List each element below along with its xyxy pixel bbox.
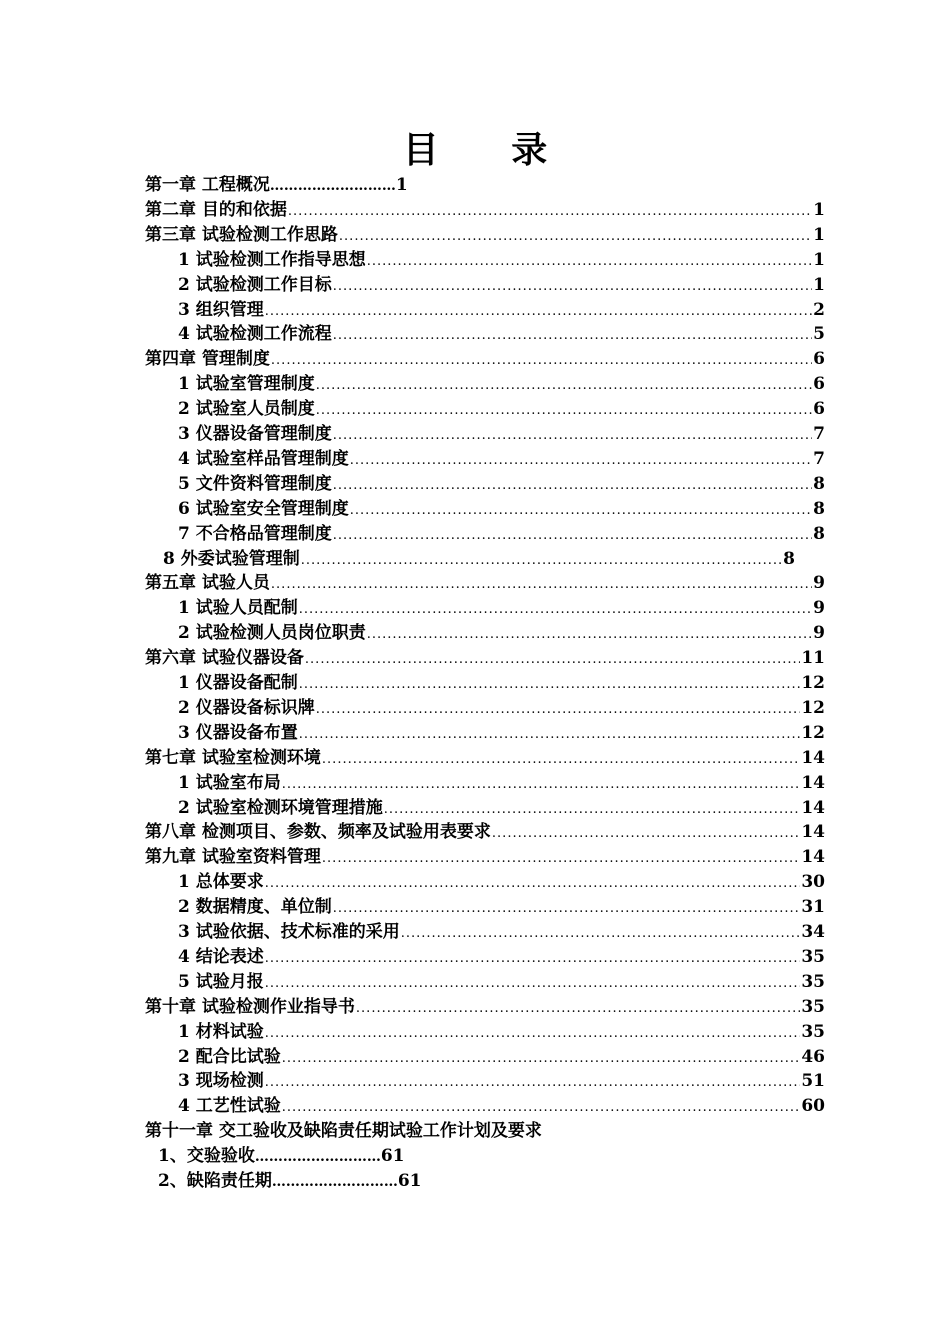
toc-entry[interactable] — [145, 845, 825, 869]
toc-entry-title: 3 现场检测 — [178, 1071, 264, 1092]
toc-entry-title: 5 试验月报 — [178, 971, 264, 992]
toc-dot-leader — [299, 598, 812, 622]
toc-entry-title: 1 试验室布局 — [178, 772, 281, 793]
toc-entry[interactable] — [178, 397, 825, 421]
toc-dot-leader — [265, 300, 812, 324]
toc-page-number: 9 — [813, 573, 825, 594]
toc-entry[interactable] — [145, 198, 825, 222]
toc-leader: ……………………… — [271, 1174, 398, 1190]
toc-entry-title: 2 数据精度、单位制 — [178, 897, 332, 918]
toc-entry[interactable] — [145, 820, 825, 844]
toc-entry-title: 第一章 工程概况 — [145, 175, 270, 195]
toc-dot-leader — [316, 374, 812, 398]
toc-entry-title: 1 试验室管理制度 — [178, 374, 315, 395]
toc-dot-leader — [356, 997, 800, 1021]
toc-dot-leader — [305, 648, 800, 672]
toc-page-number: 46 — [801, 1046, 825, 1067]
toc-entry[interactable] — [178, 870, 825, 894]
toc-page-number: 34 — [801, 922, 825, 942]
toc-entry-title: 1 试验检测工作指导思想 — [178, 249, 366, 270]
toc-entry-title: 1 总体要求 — [178, 872, 264, 893]
toc-entry-title: 1 试验人员配制 — [178, 598, 298, 619]
toc-dot-leader — [350, 499, 812, 523]
toc-entry-title: 第八章 检测项目、参数、频率及试验用表要求 — [145, 822, 491, 843]
toc-page-number: 8 — [813, 523, 825, 544]
toc-page-number: 5 — [813, 324, 825, 345]
toc-entry[interactable] — [178, 298, 825, 322]
toc-entry[interactable] — [178, 671, 825, 695]
toc-entry-title: 2 配合比试验 — [178, 1046, 281, 1067]
toc-entry-title: 第十章 试验检测作业指导书 — [145, 996, 355, 1017]
toc-entry[interactable] — [178, 322, 825, 346]
toc-dot-leader — [282, 773, 801, 797]
page-title: 目 录 — [402, 129, 578, 171]
toc-page-number: 12 — [801, 722, 825, 743]
toc-entry-title: 8 外委试验管理制 — [163, 548, 300, 569]
toc-dot-leader — [282, 1047, 801, 1071]
toc-entry-title: 第九章 试验室资料管理 — [145, 847, 321, 868]
toc-entry-title: 第五章 试验人员 — [145, 573, 270, 594]
toc-entry-title: 4 工艺性试验 — [178, 1096, 281, 1117]
toc-page-number: 51 — [801, 1071, 825, 1092]
toc-dot-leader — [316, 399, 812, 423]
toc-page-number: 30 — [801, 872, 825, 893]
toc-page-number: 11 — [801, 648, 825, 669]
toc-entry-title: 4 试验检测工作流程 — [178, 324, 332, 345]
toc-dot-leader — [271, 573, 812, 597]
toc-page-number: 14 — [801, 847, 825, 868]
toc-dot-leader — [322, 847, 800, 871]
toc-page-number: 35 — [801, 946, 825, 967]
toc-entry-title: 第三章 试验检测工作思路 — [145, 224, 338, 245]
toc-dot-leader — [401, 922, 801, 946]
toc-page-number: 1 — [395, 175, 408, 195]
toc-entry-title: 5 文件资料管理制度 — [178, 473, 332, 494]
toc-dot-leader — [492, 822, 800, 846]
toc-page-number: 8 — [813, 498, 825, 519]
toc-dot-leader — [350, 449, 812, 473]
toc-entry[interactable] — [145, 995, 825, 1019]
toc-dot-leader — [367, 250, 812, 274]
toc-entry[interactable] — [178, 970, 825, 994]
toc-entry[interactable] — [178, 621, 825, 645]
toc-entry[interactable] — [178, 895, 825, 919]
toc-dot-leader — [333, 324, 812, 348]
toc-entry-title: 2 试验室人员制度 — [178, 399, 315, 420]
toc-entry-title: 2 试验室检测环境管理措施 — [178, 797, 383, 818]
toc-entry[interactable] — [163, 547, 795, 571]
toc-page-number: 35 — [801, 1021, 825, 1042]
toc-page-number: 61 — [397, 1171, 422, 1191]
toc-dot-leader — [333, 275, 812, 299]
toc-entry[interactable] — [145, 1119, 542, 1143]
toc-entry[interactable] — [178, 945, 825, 969]
toc-dot-leader — [322, 748, 800, 772]
toc-page-number: 9 — [813, 598, 825, 619]
toc-page-number: 8 — [813, 473, 825, 494]
toc-entry-title: 1 仪器设备配制 — [178, 673, 298, 693]
toc-entry-title: 4 试验室样品管理制度 — [178, 448, 349, 469]
toc-entry[interactable] — [145, 571, 825, 595]
toc-entry-title: 3 仪器设备管理制度 — [178, 424, 332, 444]
toc-entry-title: 2 试验检测工作目标 — [178, 274, 332, 295]
toc-entry[interactable] — [178, 422, 825, 446]
toc-page-number: 7 — [813, 424, 825, 444]
toc-entry-title: 4 结论表述 — [178, 946, 264, 967]
toc-dot-leader — [265, 972, 801, 996]
toc-entry[interactable] — [178, 1094, 825, 1118]
toc-entry[interactable] — [145, 746, 825, 770]
toc-leader: ……………………… — [254, 1149, 381, 1166]
toc-entry[interactable] — [145, 347, 825, 371]
toc-entry[interactable] — [178, 696, 825, 720]
toc-dot-leader — [333, 474, 812, 498]
toc-entry[interactable] — [178, 447, 825, 471]
toc-dot-leader — [339, 225, 812, 249]
toc-page-number: 1 — [813, 274, 825, 295]
toc-entry-title: 3 试验依据、技术标准的采用 — [178, 922, 400, 942]
toc-entry-title: 第七章 试验室检测环境 — [145, 747, 321, 768]
toc-entry[interactable] — [178, 472, 825, 496]
toc-entry[interactable] — [178, 248, 825, 272]
toc-entry[interactable] — [145, 223, 825, 247]
toc-entry[interactable] — [178, 1069, 825, 1093]
toc-page-number: 6 — [813, 399, 825, 420]
toc-dot-leader — [299, 673, 801, 697]
toc-entry[interactable] — [145, 173, 408, 197]
toc-entry[interactable] — [158, 1169, 422, 1193]
toc-dot-leader — [384, 798, 801, 822]
toc-dot-leader — [265, 872, 801, 896]
toc-dot-leader — [301, 549, 782, 573]
toc-dot-leader — [265, 1022, 801, 1046]
toc-page-number: 8 — [783, 548, 795, 569]
toc-entry-title: 7 不合格品管理制度 — [178, 523, 332, 544]
toc-page-number: 6 — [813, 349, 825, 370]
toc-page-number: 1 — [813, 224, 825, 245]
toc-page-number: 35 — [801, 971, 825, 992]
toc-entry[interactable] — [178, 372, 825, 396]
toc-entry[interactable] — [145, 646, 825, 670]
toc-page-number: 61 — [380, 1146, 405, 1167]
toc-entry[interactable] — [178, 920, 825, 944]
toc-page-number: 2 — [813, 299, 825, 320]
toc-entry-title: 1 材料试验 — [178, 1021, 264, 1042]
toc-page-number: 1 — [813, 199, 825, 220]
toc-entry[interactable] — [178, 721, 825, 745]
toc-entry-title: 第六章 试验仪器设备 — [145, 648, 304, 669]
toc-page-number: 1 — [813, 249, 825, 270]
toc-page-number: 14 — [801, 797, 825, 818]
toc-page-number: 14 — [801, 747, 825, 768]
toc-page-number: 14 — [801, 772, 825, 793]
toc-entry-title: 3 仪器设备布置 — [178, 722, 298, 743]
toc-dot-leader — [282, 1096, 801, 1120]
toc-entry-title: 第二章 目的和依据 — [145, 199, 287, 220]
toc-dot-leader — [288, 200, 812, 224]
toc-leader: ……………………… — [269, 178, 396, 194]
toc-entry[interactable] — [178, 497, 825, 521]
toc-entry[interactable] — [178, 1045, 825, 1069]
toc-dot-leader — [265, 947, 801, 971]
toc-entry[interactable] — [158, 1144, 405, 1168]
toc-dot-leader — [299, 723, 801, 747]
toc-entry-title: 6 试验室安全管理制度 — [178, 498, 349, 519]
toc-dot-leader — [367, 623, 812, 647]
toc-entry-title: 第十一章 交工验收及缺陷责任期试验工作计划及要求 — [145, 1121, 542, 1142]
toc-entry-title: 3 组织管理 — [178, 299, 264, 320]
toc-entry-title: 2 仪器设备标识牌 — [178, 697, 315, 718]
toc-page-number: 7 — [813, 448, 825, 469]
toc-entry[interactable] — [178, 1020, 825, 1044]
toc-dot-leader — [333, 897, 801, 921]
toc-dot-leader — [271, 349, 812, 373]
toc-dot-leader — [265, 1071, 801, 1095]
toc-page-number: 60 — [801, 1096, 825, 1117]
toc-page-number: 12 — [801, 697, 825, 718]
toc-page-number: 14 — [801, 822, 825, 843]
toc-dot-leader — [333, 524, 812, 548]
toc-page-number: 12 — [801, 673, 825, 693]
toc-entry[interactable] — [178, 596, 825, 620]
toc-page-number: 35 — [801, 996, 825, 1017]
toc-page-number: 9 — [813, 623, 825, 644]
toc-entry[interactable] — [178, 522, 825, 546]
toc-entry[interactable] — [178, 771, 825, 795]
toc-page-number: 31 — [801, 897, 825, 918]
toc-entry[interactable] — [178, 796, 825, 820]
toc-entry-title: 第四章 管理制度 — [145, 349, 270, 370]
toc-entry[interactable] — [178, 273, 825, 297]
toc-entry-title: 2、缺陷责任期 — [158, 1171, 272, 1191]
toc-dot-leader — [333, 424, 812, 448]
toc-page-number: 6 — [813, 374, 825, 395]
toc-entry-title: 2 试验检测人员岗位职责 — [178, 623, 366, 644]
toc-dot-leader — [316, 698, 801, 722]
toc-entry-title: 1、交验验收 — [158, 1146, 255, 1167]
